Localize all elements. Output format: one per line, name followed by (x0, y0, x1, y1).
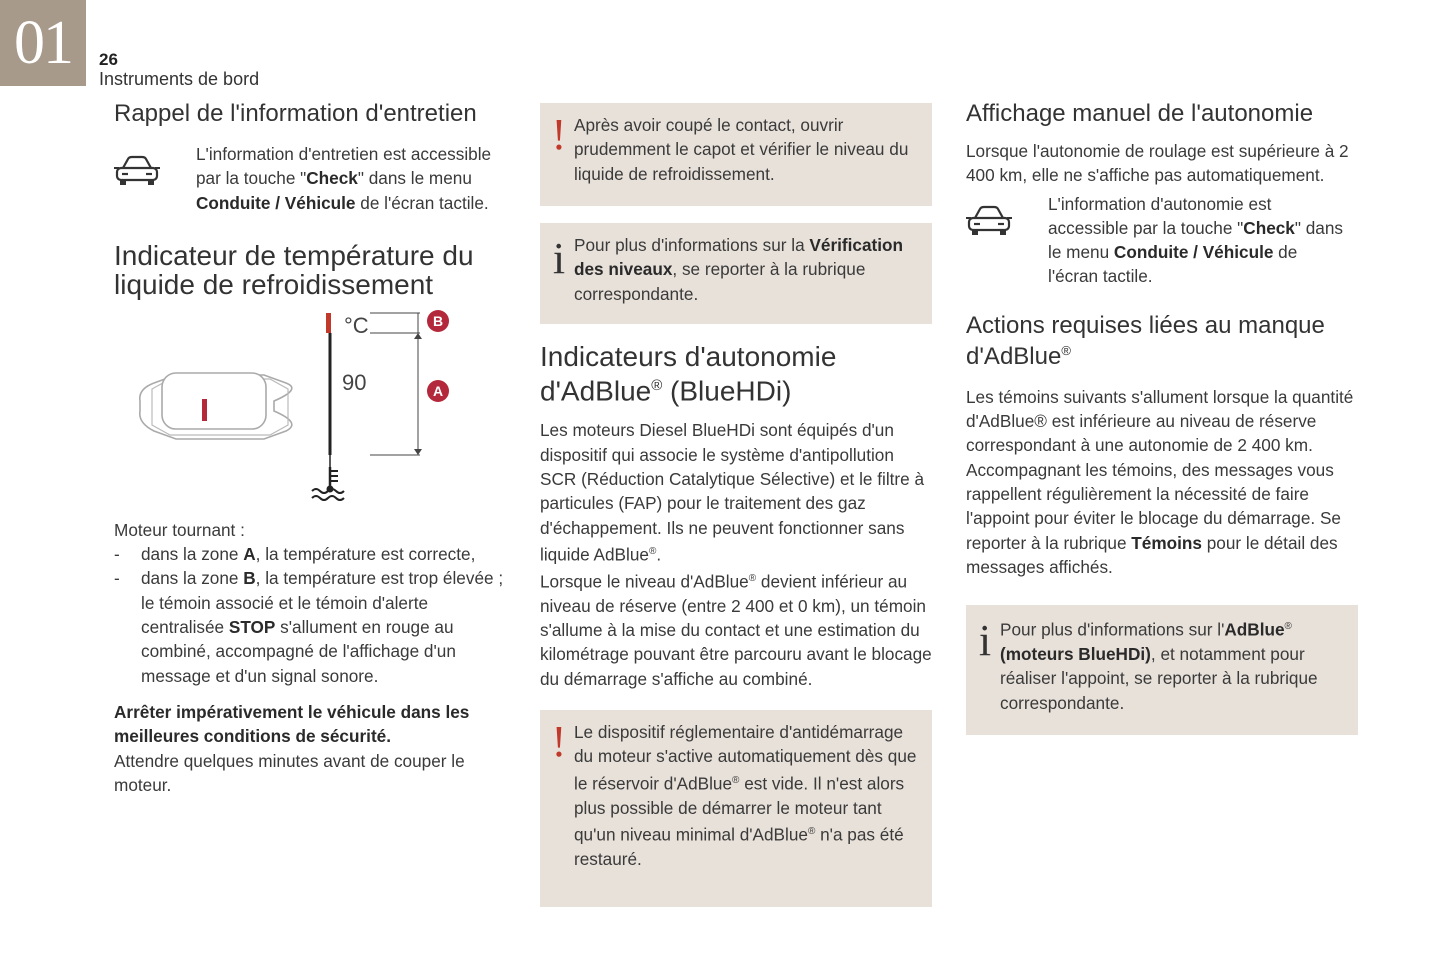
rappel-text: L'information d'entretien est accessible par la touche "Check" dans le menu Conduite / Véhicule de l'écran tactile. (196, 144, 492, 213)
info-note-niveaux: i Pour plus d'informations sur la Vérification des niveaux, se reporter à la rubrique correspondante. (540, 223, 932, 324)
gauge-unit: °C (344, 312, 369, 338)
manual-autonomy-title: Affichage manuel de l'autonomie (966, 100, 1314, 127)
column-middle (540, 103, 932, 907)
rappel-block (114, 142, 506, 215)
info-i-icon: i (978, 616, 992, 666)
adblue-paragraph-1: Les moteurs Diesel BlueHDi sont équipés d'un dispositif qui associe le système d'antipollution SCR (Réduction Catalytique Sélective) et le filtre à particules (FAP) pour le traitement des gaz d'échappement. Ils ne peuvent fonctionner sans liquide AdBlue®. (540, 420, 925, 565)
warning-note-capot: ! Après avoir coupé le contact, ouvrir prudemment le capot et vérifier le niveau du liquide de refroidissement. (540, 103, 932, 206)
section-name: Instruments de bord (99, 69, 260, 89)
stop-warning: Arrêter impérativement le véhicule dans les meilleures conditions de sécurité. Attendre quelques minutes avant de couper le moteur. (114, 701, 470, 795)
page-number: 26 (99, 50, 118, 69)
actions-paragraph-1: Les témoins suivants s'allument lorsque la quantité d'AdBlue® est inférieure au niveau de réserve correspondant à une autonomie de 2 400 km. (966, 386, 1354, 456)
temperature-gauge-illustration (114, 305, 506, 515)
zone-list (114, 542, 506, 688)
warning-exclamation-icon: ! (551, 717, 567, 767)
list-item: - dans la zone A, la température est correcte, (114, 542, 506, 566)
list-item: - dans la zone B, la température est trop élevée ; le témoin associé et le témoin d'alerte centralisée STOP s'allument en rouge au combiné, accompagné de l'affichage d'un message et d'un signal sonore. (114, 566, 506, 687)
car-front-icon (114, 142, 196, 193)
adblue-title: Indicateurs d'autonomie d'AdBlue® (BlueHDi) (540, 341, 837, 407)
temp-title: Indicateur de température du liquide de refroidissement (114, 239, 474, 300)
chapter-tab: 01 (0, 0, 86, 86)
manual-autonomy-text: Lorsque l'autonomie de roulage est supérieure à 2 400 km, elle ne s'affiche pas automatiquement. (966, 141, 1349, 186)
info-note-adblue: i Pour plus d'informations sur l'AdBlue® (moteurs BlueHDi), et notamment pour réaliser l'appoint, se reporter à la rubrique correspondante. (966, 605, 1358, 735)
autonomy-check-block (966, 192, 1358, 289)
gauge-value: 90 (342, 369, 367, 395)
adblue-paragraph-2: Lorsque le niveau d'AdBlue® devient inférieur au niveau de réserve (entre 2 400 et 0 km), un témoin s'allume à la mise du contact et une estimation du kilométrage pouvant être parcouru avant le blocage du démarrage s'affiche au combiné. (540, 571, 932, 689)
zone-b-label: B (432, 312, 444, 329)
warning-note-antidemarrage: ! Le dispositif réglementaire d'antidémarrage du moteur s'active automatiquement dès que le réservoir d'AdBlue® est vide. Il n'est alors plus possible de démarrer le moteur tant qu'un niveau minimal d'AdBlue® n'a pas été restauré. (540, 710, 932, 907)
rappel-title: Rappel de l'information d'entretien (114, 100, 477, 127)
actions-title: Actions requises liées au manque d'AdBlue® (966, 311, 1325, 370)
actions-paragraph-2: Accompagnant les témoins, des messages vous rappellent régulièrement la nécessité de faire l'appoint pour éviter le blocage du démarrage. Se reporter à la rubrique Témoins pour le détail des messages affichés. (966, 459, 1341, 577)
moteur-tournant: Moteur tournant : (114, 519, 245, 540)
zone-a-label: A (432, 382, 444, 399)
warning-exclamation-icon: ! (551, 110, 567, 159)
column-left (114, 100, 506, 797)
temperature-gauge-figure (114, 305, 506, 515)
autonomy-check-text: L'information d'autonomie est accessible par la touche "Check" dans le menu Conduite / Véhicule de l'écran tactile. (1048, 193, 1344, 287)
car-front-icon (966, 192, 1048, 243)
info-i-icon: i (552, 234, 566, 283)
column-right (966, 100, 1358, 735)
coolant-temperature-icon (312, 467, 344, 500)
